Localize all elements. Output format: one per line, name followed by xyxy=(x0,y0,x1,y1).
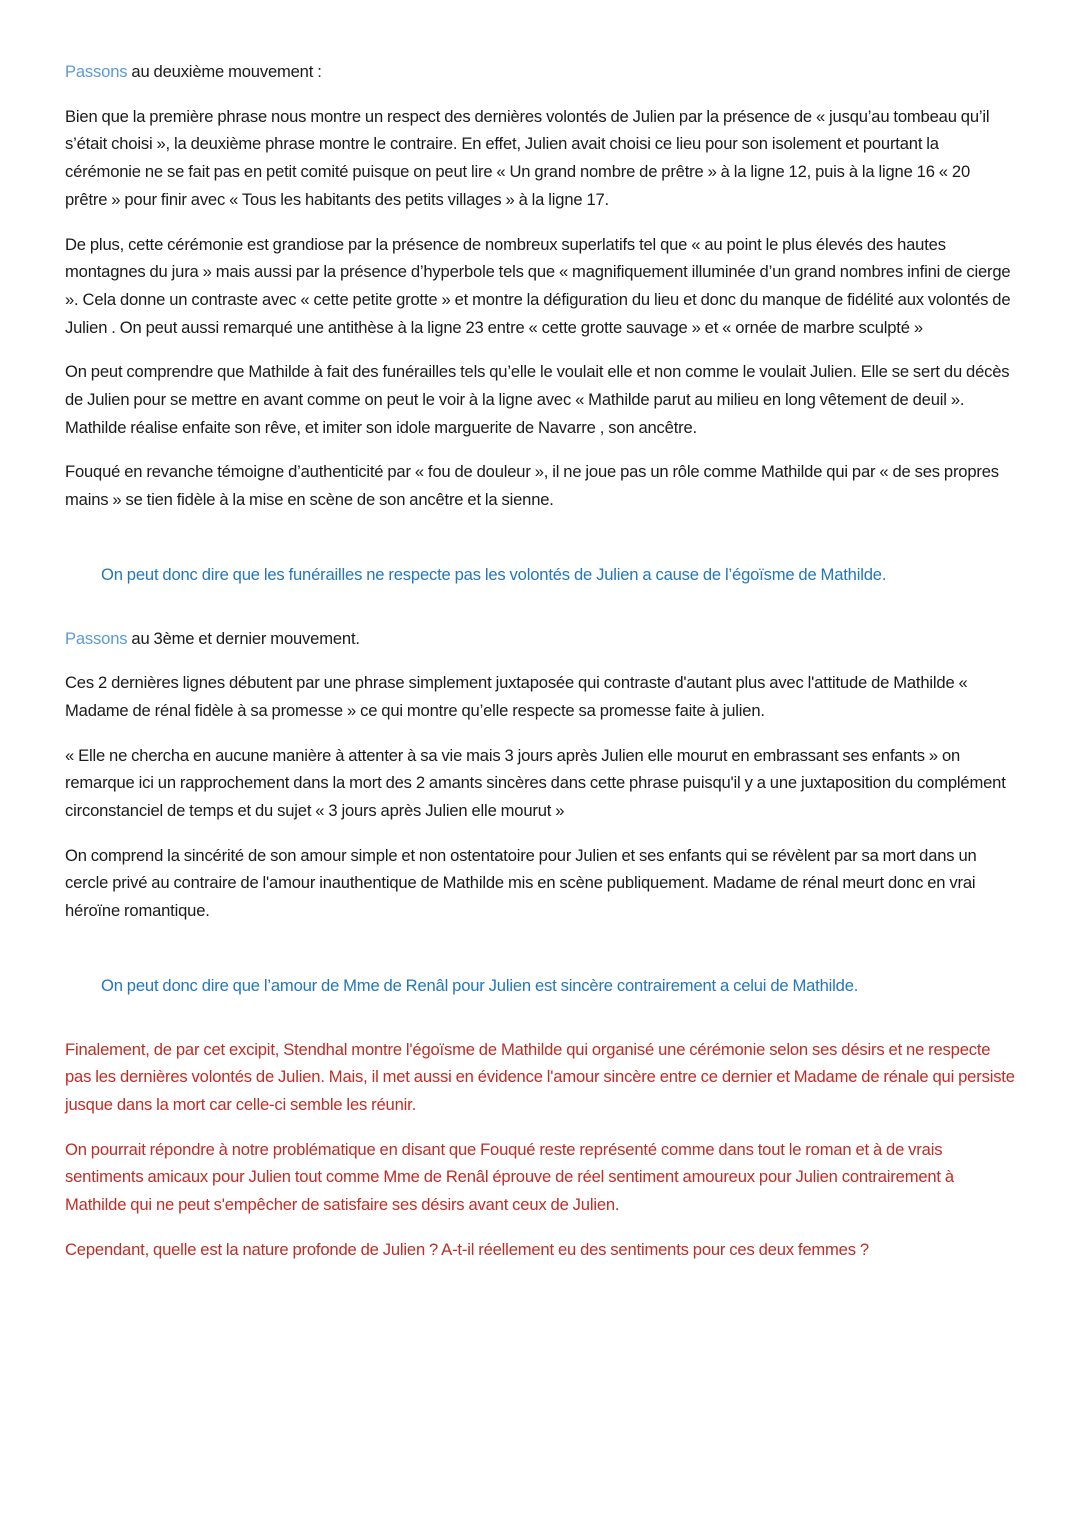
section-three-conclusion: On peut donc dire que l’amour de Mme de Renâl pour Julien est sincère contrairement a celui de Mathilde. xyxy=(101,975,859,995)
document-body xyxy=(65,58,1015,1281)
section-three-paragraph-2: « Elle ne chercha en aucune manière à attenter à sa vie mais 3 jours après Julien elle mourut en embrassant ses enfants » on remarque ici un rapprochement dans la mort des 2 amants sincères dans cette phrase puisqu'il y a une juxtaposition du complément circonstanciel de temps et du sujet « 3 jours après Julien elle mourut » xyxy=(65,745,1006,821)
spacer-before-section-two-conclusion xyxy=(65,531,1015,561)
spacer-before-section-three-conclusion xyxy=(65,942,1015,972)
section-three-intro-rest: au 3ème et dernier mouvement. xyxy=(127,628,360,648)
section-two-paragraph-3: On peut comprendre que Mathilde à fait des funérailles tels qu’elle le voulait elle et non comme le voulait Julien. Elle se sert du décès de Julien pour se mettre en avant comme on peut le voir à la ligne avec « Mathilde parut au milieu en long vêtement de deuil ». Mathilde réalise enfaite son rêve, et imiter son idole marguerite de Navarre , son ancêtre. xyxy=(65,362,1010,437)
section-two-conclusion: On peut donc dire que les funérailles ne respecte pas les volontés de Julien a cause de l’égoïsme de Mathilde. xyxy=(101,564,887,584)
section-two-intro-rest: au deuxième mouvement : xyxy=(127,62,322,81)
section-three-paragraph-3: On comprend la sincérité de son amour simple et non ostentatoire pour Julien et ses enfants qui se révèlent par sa mort dans un cercle privé au contraire de l'amour inauthentique de Mathilde mis en scène publiquement. Madame de rénal meurt donc en vrai héroïne romantique. xyxy=(65,845,977,921)
section-three-intro xyxy=(65,625,1015,653)
spacer-before-closing xyxy=(65,1000,1015,1036)
section-two-paragraph-1: Bien que la première phrase nous montre un respect des dernières volontés de Julien par la présence de « jusqu’au tombeau qu’il s’était choisi », la deuxième phrase montre le contraire. En effet, Julien avait choisi ce lieu pour son isolement et pourtant la cérémonie ne se fait pas en petit comité puisque on peut lire « Un grand nombre de prêtre » à la ligne 12, puis à la ligne 16 « 20 prêtre » pour finir avec « Tous les habitants des petits villages » à la ligne 17. xyxy=(65,106,990,209)
section-three-lead-word: Passons xyxy=(65,628,128,648)
section-two-paragraph-4: Fouqué en revanche témoigne d’authenticité par « fou de douleur », il ne joue pas un rôle comme Mathilde qui par « de ses propres mains » se tien fidèle à la mise en scène de son ancêtre et la sienne. xyxy=(65,462,999,510)
closing-question: Cependant, quelle est la nature profonde de Julien ? A-t-il réellement eu des sentiments pour ces deux femmes ? xyxy=(65,1239,869,1259)
section-two-paragraph-2: De plus, cette cérémonie est grandiose par la présence de nombreux superlatifs tel que « au point le plus élevés des hautes montagnes du jura » mais aussi par la présence d’hyperbole tels que « magnifiquement illuminée d’un grand nombres infini de cierge ». Cela donne un contraste avec « cette petite grotte » et montre la défiguration du lieu et donc du manque de fidélité aux volontés de Julien . On peut aussi remarqué une antithèse à la ligne 23 entre « cette grotte sauvage » et « ornée de marbre sculpté » xyxy=(65,234,1011,337)
closing-paragraph-2: On pourrait répondre à notre problématique en disant que Fouqué reste représenté comme dans tout le roman et à de vrais sentiments amicaux pour Julien tout comme Mme de Renâl éprouve de réel sentiment amoureux pour Julien contrairement à Mathilde qui ne peut s'empêcher de satisfaire ses désirs avant ceux de Julien. xyxy=(65,1139,954,1215)
section-two-lead-word: Passons xyxy=(65,62,128,81)
section-two-intro xyxy=(65,58,1015,86)
section-three-paragraph-1: Ces 2 dernières lignes débutent par une phrase simplement juxtaposée qui contraste d'autant plus avec l'attitude de Mathilde « Madame de rénal fidèle à sa promesse » ce qui montre qu’elle respecte sa promesse faite à julien. xyxy=(65,673,968,720)
spacer-before-section-three xyxy=(65,589,1015,625)
closing-paragraph-1: Finalement, de par cet excipit, Stendhal montre l'égoïsme de Mathilde qui organisé une cérémonie selon ses désirs et ne respecte pas les dernières volontés de Julien. Mais, il met aussi en évidence l'amour sincère entre ce dernier et Madame de rénale qui persiste jusque dans la mort car celle-ci semble les réunir. xyxy=(65,1039,1015,1114)
